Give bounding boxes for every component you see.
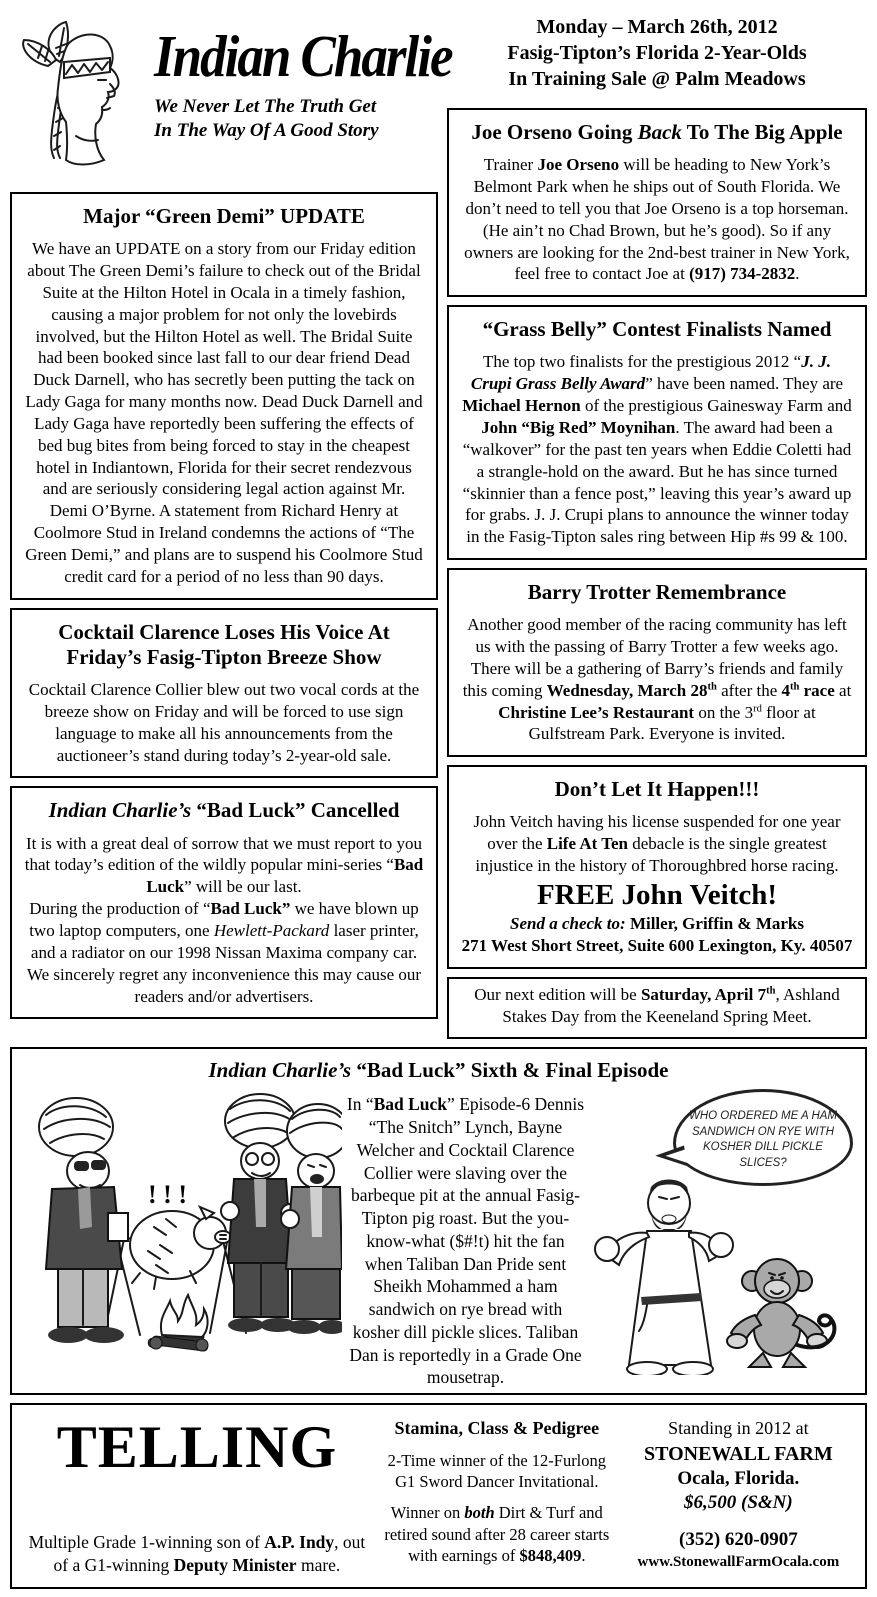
episode-right-cartoon-cell <box>589 1087 857 1375</box>
bad-luck-episode-box <box>10 1047 867 1395</box>
episode-body: In “Bad Luck” Episode-6 Dennis “The Snitch” Lynch, Bayne Welcher and Cocktail Clarence Collier were slaving over the barbeque pit at the annual Fasig-Tipton pig roast. But the you-know-what ($#!t) hit the fan when Taliban Dan Pride sent Sheikh Mohammed a ham sandwich on rye bread with kosher dill pickle slices. Taliban Dan is reportedly in a Grade One mousetrap. <box>346 1094 585 1388</box>
newsletter-title: Indian Charlie <box>154 24 452 90</box>
joe-orseno-body: Trainer Joe Orseno will be heading to New York’s Belmont Park when he ships out of South Florida. We don’t need to tell you that Joe Orseno is a top horseman. (He ain’t no Chad Brown, but he’s good). So if any owners are looking for the 2nd-best trainer in New York, feel free to contact Joe at (917) 734-2832. <box>464 155 850 284</box>
pig-roast-cartoon <box>20 1087 342 1375</box>
stallion-ad-box <box>10 1403 867 1589</box>
left-column <box>10 12 452 1019</box>
top-columns <box>10 12 867 1039</box>
next-edition-body: Our next edition will be Saturday, April 7th, Ashland Stakes Day from the Keeneland Spring Meet. <box>474 984 840 1026</box>
speech-bubble: WHO ORDERED ME A HAM SANDWICH ON RYE WITH KOSHER DILL PICKLE SLICES? <box>673 1089 853 1186</box>
ad-center-column <box>372 1413 622 1577</box>
ad-phone-number: (352) 620-0907 <box>679 1528 798 1550</box>
ad-standing-line: Standing in 2012 at <box>668 1418 809 1439</box>
barry-trotter-body: Another good member of the racing community has left us with the passing of Barry Trotter a few weeks ago. There will be a gathering of Barry’s friends and family this coming Wednesday, March 28th after the 4th race at Christine Lee’s Restaurant on the 3rd floor at Gulfstream Park. Everyone is invited. <box>462 615 852 744</box>
dont-let-it-happen-body: John Veitch having his license suspended for one year over the Life At Ten debacle is the single greatest injustice in the history of Thoroughbred horse racing. <box>473 812 841 876</box>
grass-belly-title: “Grass Belly” Contest Finalists Named <box>482 317 832 342</box>
episode-row <box>20 1087 857 1389</box>
ad-right-column <box>622 1413 855 1577</box>
dateline-line2: Fasig-Tipton’s Florida 2-Year-Olds <box>507 42 807 64</box>
article-green-demi <box>10 192 438 600</box>
right-column <box>447 12 867 1039</box>
article-joe-orseno <box>447 108 867 297</box>
masthead-tagline <box>154 95 451 143</box>
article-cocktail-clarence <box>10 608 438 779</box>
article-barry-trotter <box>447 568 867 757</box>
cocktail-clarence-title: Cocktail Clarence Loses His Voice At Friday’s Fasig-Tipton Breeze Show <box>58 619 390 669</box>
joe-orseno-title: Joe Orseno Going Back To The Big Apple <box>471 120 843 144</box>
address-line: 271 West Short Street, Suite 600 Lexington, Ky. 40507 <box>461 935 853 955</box>
cocktail-clarence-body: Cocktail Clarence Collier blew out two vocal cords at the breeze show on Friday and will be forced to use sign language to make all his announcements from the auctioneer’s stand during today’s 2-year-old sale. <box>28 680 420 765</box>
tagline-line1: We Never Let The Truth Get <box>154 96 377 117</box>
grass-belly-body: The top two finalists for the prestigious 2012 “J. J. Crupi Grass Belly Award” have been named. They are Michael Hernon of the prestigious Gainesway Farm and John “Big Red” Moynihan. The award had been a “walkover” for the past ten years when Eddie Coletti had a strangle-hold on the award. But he has since turned “skinnier than a fence post,” leaving this year’s award up for grabs. J. J. Crupi plans to announce the winner today in the Fasig-Tipton sales ring between Hip #s 99 & 100. <box>462 352 852 547</box>
ad-center-title: Stamina, Class & Pedigree <box>394 1418 600 1439</box>
ad-farm-location: Ocala, Florida. <box>677 1467 800 1489</box>
dateline <box>447 14 867 92</box>
pig-steam-marks: ! ! ! <box>148 1180 187 1210</box>
ad-center-paragraph2: Winner on both Dirt & Turf and retired sound after 28 career starts with earnings of $848,409. <box>384 1503 610 1566</box>
ad-left-column <box>22 1413 372 1577</box>
next-edition-notice <box>447 977 867 1040</box>
green-demi-body: We have an UPDATE on a story from our Friday edition about The Green Demi’s failure to check out of the Bridal Suite at the Hilton Hotel in Ocala in a timely fashion, causing a major problem for not only the lovebirds involved, but the Hilton Hotel as well. The Bridal Suite had been booked since last fall to our dear friend Dead Duck Darnell, who has secretly been putting the tack on Lady Gaga for many months now. Dead Duck Darnell and Lady Gaga have reportedly been suffering the effects of bed bug bites from being forced to stay in the cheapest hotel in Indiantown, Florida for their secret rendezvous and are seriously considering legal action against Mr. Demi O’Byrne. A statement from Richard Henry at Coolmore Stud in Ireland condemns the actions of “The Green Demi,” and plans are to suspend his Coolmore Stud credit card for a period of no less than 90 days. <box>25 239 423 586</box>
dateline-line3: In Training Sale @ Palm Meadows <box>508 68 806 90</box>
bad-luck-cancelled-body: It is with a great deal of sorrow that we must report to you that today’s edition of the wildly popular mini-series “Bad Luck” will be our last. During the production of “Bad Luck” we have blown up two laptop computers, one Hewlett-Packard laser printer, and a radiator on our 1998 Nissan Maxima company car. We sincerely regret any inconvenience this may cause our readers and/or advertisers. <box>24 833 424 1006</box>
barry-trotter-title: Barry Trotter Remembrance <box>527 580 787 605</box>
ad-farm-name: STONEWALL FARM <box>643 1442 833 1465</box>
free-john-veitch-line: FREE John Veitch! <box>536 879 778 911</box>
stallion-pedigree: Multiple Grade 1-winning son of A.P. Indy, out of a G1-winning Deputy Minister mare. <box>28 1532 366 1575</box>
bad-luck-cancelled-title: Indian Charlie’s “Bad Luck” Cancelled <box>48 798 400 823</box>
episode-title: Indian Charlie’s “Bad Luck” Sixth & Final Episode <box>208 1058 669 1083</box>
article-bad-luck-cancelled <box>10 786 438 1019</box>
green-demi-title: Major “Green Demi” UPDATE <box>83 204 365 228</box>
masthead <box>10 12 452 184</box>
ad-website: www.StonewallFarmOcala.com <box>637 1553 840 1570</box>
ad-center-paragraph1: 2-Time winner of the 12-Furlong G1 Sword Dancer Invitational. <box>387 1450 607 1491</box>
sheikh-and-monkey-cartoon <box>589 1169 857 1375</box>
article-grass-belly <box>447 305 867 560</box>
masthead-text <box>140 18 451 143</box>
ad-stud-fee: $6,500 (S&N) <box>684 1492 793 1514</box>
dont-let-it-happen-title: Don’t Let It Happen!!! <box>554 777 760 802</box>
dateline-line1: Monday – March 26th, 2012 <box>536 16 778 38</box>
tagline-line2: In The Way Of A Good Story <box>154 119 379 141</box>
send-check-line: Send a check to: Miller, Griffin & Marks <box>510 914 804 933</box>
stallion-name: TELLING <box>56 1414 338 1481</box>
article-dont-let-it-happen <box>447 765 867 968</box>
indian-head-icon <box>10 18 140 170</box>
